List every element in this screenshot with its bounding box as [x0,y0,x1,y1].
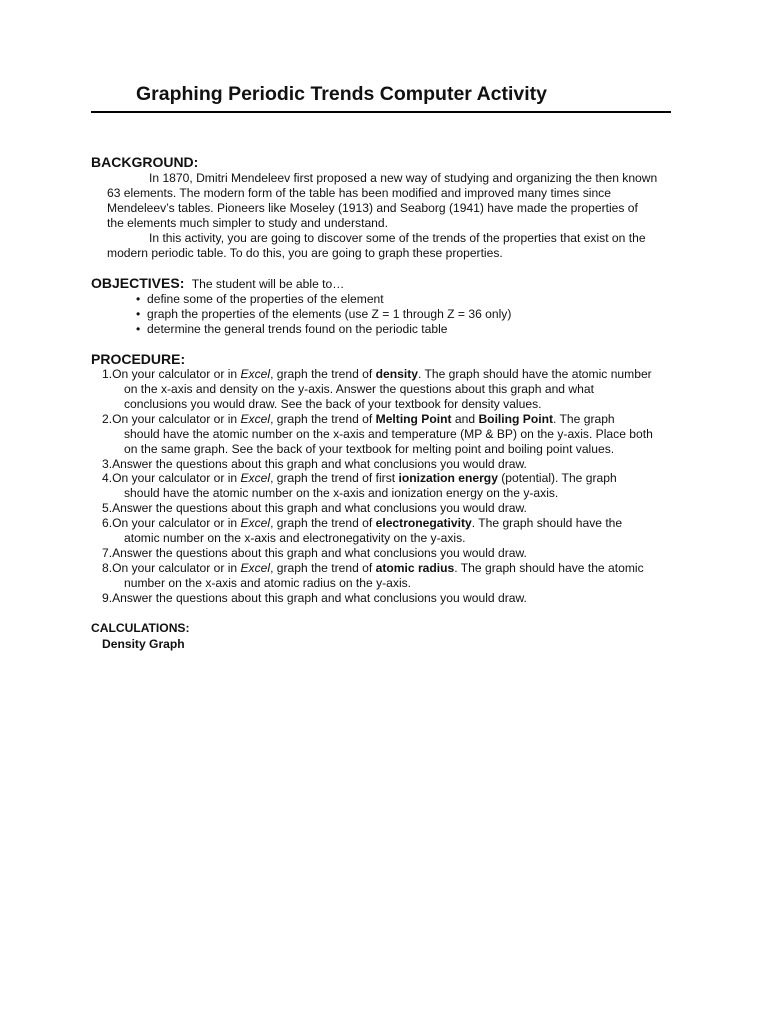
title-rule [91,111,671,113]
objectives-intro: The student will be able to… [191,277,345,291]
objectives-row [91,276,344,292]
procedure-heading: PROCEDURE: [91,351,186,367]
bullet-icon: • [136,292,141,306]
background-line-3: Mendeleev’s tables. Pioneers like Moseley (1913) and Seaborg (1941) have made the properties of [107,201,638,215]
objectives-heading: OBJECTIVES: [91,275,185,291]
procedure-step-4-line-2: should have the atomic number on the x-axis and ionization energy on the y-axis. [124,486,559,500]
procedure-step-6: 6.On your calculator or in Excel, graph the trend of electronegativity. The graph should have the [102,516,623,530]
density-graph-subheading: Density Graph [102,637,185,651]
procedure-step-6-line-2: atomic number on the x-axis and electronegativity on the y-axis. [124,531,466,545]
procedure-step-5: 5.Answer the questions about this graph and what conclusions you would draw. [102,501,527,515]
procedure-step-1: 1.On your calculator or in Excel, graph the trend of density. The graph should have the atomic number [102,367,652,381]
procedure-step-2-line-3: on the same graph. See the back of your textbook for melting point and boiling point values. [124,442,615,456]
procedure-step-9: 9.Answer the questions about this graph and what conclusions you would draw. [102,591,527,605]
procedure-step-8: 8.On your calculator or in Excel, graph the trend of atomic radius. The graph should have the atomic [102,561,644,575]
bullet-icon: • [136,322,141,336]
procedure-step-2-line-2: should have the atomic number on the x-axis and temperature (MP & BP) on the y-axis. Place both [124,427,653,441]
background-line-4: the elements much simpler to study and understand. [107,216,388,230]
background-line-1: In 1870, Dmitri Mendeleev first proposed a new way of studying and organizing the then known [149,171,658,185]
bullet-icon: • [136,307,141,321]
objective-item: • graph the properties of the elements (use Z = 1 through Z = 36 only) [136,307,512,321]
procedure-step-8-line-2: number on the x-axis and atomic radius on the y-axis. [124,576,412,590]
procedure-step-4: 4.On your calculator or in Excel, graph the trend of first ionization energy (potential). The graph [102,471,617,485]
procedure-step-1-line-2: on the x-axis and density on the y-axis. Answer the questions about this graph and what [124,382,594,396]
background-line-2: 63 elements. The modern form of the table has been modified and improved many times since [107,186,611,200]
procedure-step-7: 7.Answer the questions about this graph and what conclusions you would draw. [102,546,527,560]
calculations-heading: CALCULATIONS: [91,621,190,635]
background-line-5: In this activity, you are going to discover some of the trends of the properties that exist on the [149,231,646,245]
objective-item: • determine the general trends found on the periodic table [136,322,448,336]
background-heading: BACKGROUND: [91,154,199,170]
background-line-6: modern periodic table. To do this, you are going to graph these properties. [107,246,503,260]
page-title: Graphing Periodic Trends Computer Activity [136,83,548,105]
procedure-step-3: 3.Answer the questions about this graph and what conclusions you would draw. [102,457,527,471]
procedure-step-2: 2.On your calculator or in Excel, graph the trend of Melting Point and Boiling Point. The graph [102,412,615,426]
procedure-step-1-line-3: conclusions you would draw. See the back of your textbook for density values. [124,397,542,411]
objective-item: • define some of the properties of the element [136,292,384,306]
